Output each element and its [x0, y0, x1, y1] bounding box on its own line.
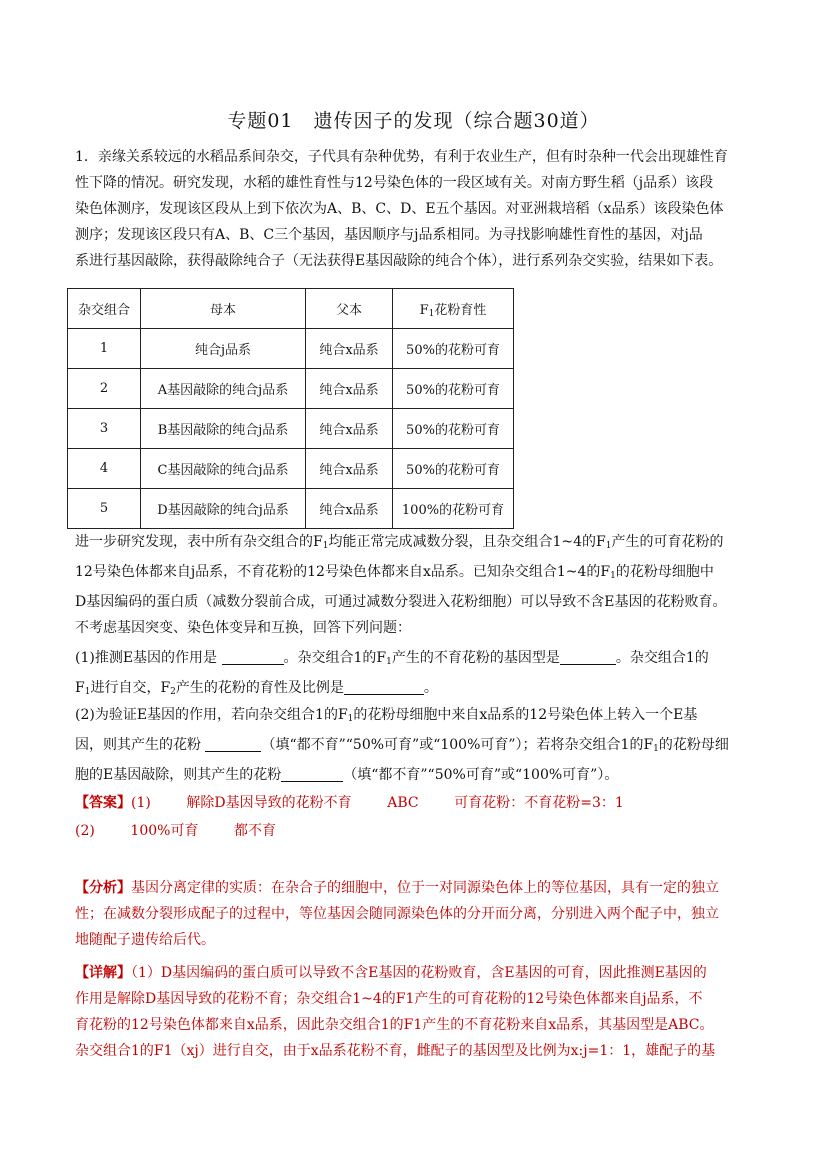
cell-male: 纯合x品系: [306, 329, 393, 369]
table-row: [68, 369, 514, 409]
header-female-parent: 母本: [141, 289, 306, 329]
cell-female: 纯合j品系: [141, 329, 306, 369]
header-male-parent: 父本: [306, 289, 393, 329]
cell-group: 5: [68, 489, 141, 529]
table-row: [68, 329, 514, 369]
cell-male: 纯合x品系: [306, 369, 393, 409]
cell-male: 纯合x品系: [306, 489, 393, 529]
header-f1-pollen-fertility: $F_1$花粉育性: [393, 289, 514, 329]
intro-line: 染色体测序，发现该区段从上到下依次为A、B、C、D、E五个基因。对亚洲栽培稻（x品系）该段染色体: [75, 201, 724, 217]
cell-female: C基因敲除的纯合j品系: [141, 449, 306, 489]
answer-line-2: (2) 100%可育 都不育: [75, 823, 277, 839]
cell-female: A基因敲除的纯合j品系: [141, 369, 306, 409]
answer-blank[interactable]: [205, 735, 261, 752]
answer-line-1: 【答案】(1) 解除D基因导致的花粉不育 ABC 可育花粉：不育花粉=3：1: [75, 795, 624, 811]
cell-male: 纯合x品系: [306, 449, 393, 489]
detail-label: 【详解】: [75, 965, 131, 981]
further-research-paragraph: 进一步研究发现，表中所有杂交组合的$F_1$均能正常完成减数分裂，且杂交组合1~4的$F_1$产生的可育花粉的 12号染色体都来自j品系，不育花粉的12号染色体都来自x品系。已知杂交组合1~4的$F_1$的花粉母细胞中 D基因编码的蛋白质（减数分裂前合成，可通过减数分裂进入花粉细胞）可以导致不含E基因的花粉败育。 不考虑基因突变、染色体变异和互换，回答下列问题：: [75, 534, 727, 636]
cross-table: [67, 288, 514, 529]
cell-group: 4: [68, 449, 141, 489]
cell-group: 3: [68, 409, 141, 449]
intro-line: 测序；发现该区段只有A、B、C三个基因，基因顺序与j品系相同。为寻找影响雄性育性的基因，对j品: [75, 227, 703, 243]
cell-fertility: 50%的花粉可育: [393, 369, 514, 409]
intro-line: 系进行基因敲除，获得敲除纯合子（无法获得E基因敲除的纯合个体），进行系列杂交实验，结果如下表。: [75, 253, 723, 269]
answer-blank[interactable]: [281, 765, 343, 782]
sub-question-2: (2)为验证E基因的作用，若向杂交组合1的$F_1$的花粉母细胞中来自x品系的12号染色体上转入一个E基 因，则其产生的花粉 （填“都不育”“50%可育”或“100%可育”）；若将杂交组合1的$F_1$的花粉母细 胞的E基因敲除，则其产生的花粉 （填“都不育”“50%可育”或“100%可育”）。: [75, 707, 729, 783]
answer-blank[interactable]: [344, 678, 424, 695]
table-row: [68, 449, 514, 489]
question-1-intro: [75, 144, 755, 274]
sub-question-1: (1)推测E基因的作用是 。杂交组合1的$F_1$产生的不育花粉的基因型是 。杂交组合1的 $F_1$进行自交，$F_2$产生的花粉的育性及比例是 。: [75, 650, 709, 697]
answer-blank[interactable]: [560, 648, 616, 665]
cell-fertility: 50%的花粉可育: [393, 329, 514, 369]
cell-female: D基因敲除的纯合j品系: [141, 489, 306, 529]
cell-male: 纯合x品系: [306, 409, 393, 449]
cell-female: B基因敲除的纯合j品系: [141, 409, 306, 449]
answer-blank[interactable]: [222, 648, 284, 665]
detail-section: 【详解】（1）D基因编码的蛋白质可以导致不含E基因的花粉败育，含E基因的可育，因此推测E基因的 作用是解除D基因导致的花粉不育；杂交组合1~4的F1产生的可育花粉的12号染色体都来自j品系，不 育花粉的12号染色体都来自x品系，因此杂交组合1的F1产生的不育花粉来自x品系，其基因型是ABC。 杂交组合1的F1（xj）进行自交，由于x品系花粉不育，雌配子的基因型及比例为x:j=1：1，雄配子的基: [75, 965, 716, 1059]
cell-fertility: 50%的花粉可育: [393, 449, 514, 489]
analysis-section: 【分析】基因分离定律的实质：在杂合子的细胞中，位于一对同源染色体上的等位基因，具有一定的独立 性；在减数分裂形成配子的过程中，等位基因会随同源染色体的分开而分离，分别进入两个配子中，独立 地随配子遗传给后代。: [75, 880, 719, 948]
table-row: [68, 489, 514, 529]
answer-label: 【答案】: [75, 795, 131, 811]
intro-line: 1．亲缘关系较远的水稻品系间杂交，子代具有杂种优势，有利于农业生产，但有时杂种一代会出现雄性育: [75, 149, 728, 165]
table-header-row: [68, 289, 514, 329]
cell-fertility: 100%的花粉可育: [393, 489, 514, 529]
page-title: 专题01 遗传因子的发现（综合题30道）: [227, 110, 600, 132]
cell-group: 2: [68, 369, 141, 409]
cell-group: 1: [68, 329, 141, 369]
intro-line: 性下降的情况。研究发现，水稻的雄性育性与12号染色体的一段区域有关。对南方野生稻（j品系）该段: [75, 175, 714, 191]
cell-fertility: 50%的花粉可育: [393, 409, 514, 449]
header-cross-group: 杂交组合: [68, 289, 141, 329]
table-row: [68, 409, 514, 449]
analysis-label: 【分析】: [75, 880, 131, 896]
